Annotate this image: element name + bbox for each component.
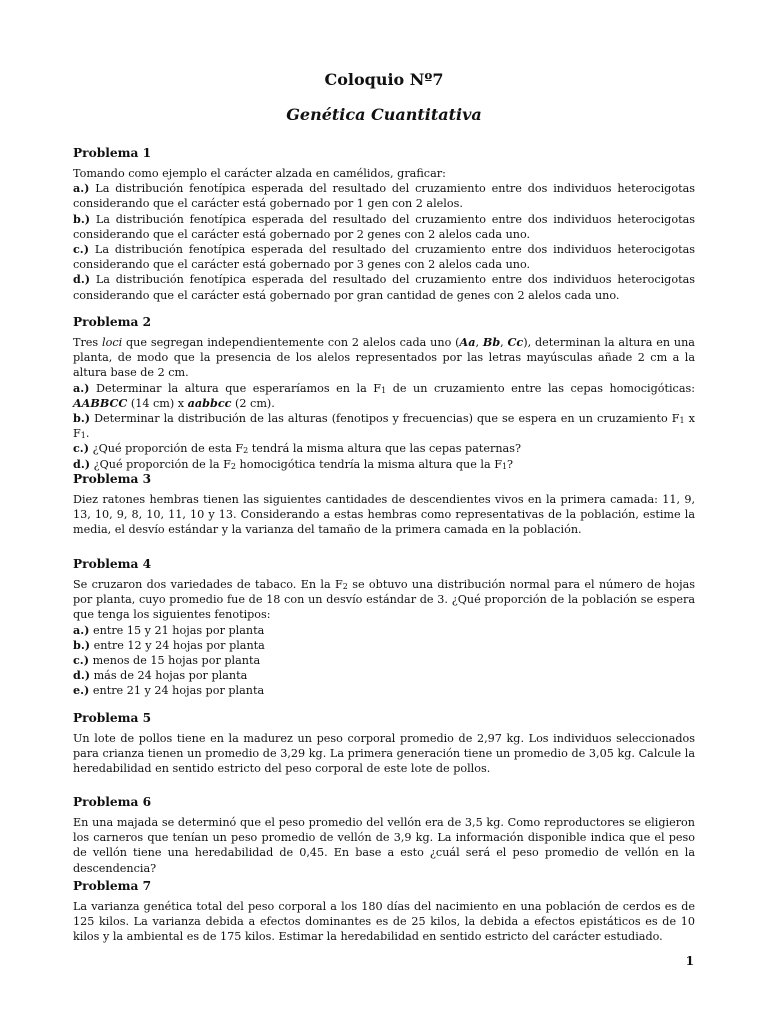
item-text: más de 24 hojas por planta bbox=[93, 669, 248, 683]
item-label: a.) bbox=[73, 380, 90, 395]
item-text: (14 cm) x bbox=[127, 396, 188, 410]
intro-text: ), determinan la altura en una planta, de modo que la presencia de los alelos representados por las letras mayúsculas añade 2 cm a la altura base de 2 cm. bbox=[73, 336, 695, 380]
item-text: Determinar la altura que esperaríamos en la F bbox=[95, 381, 382, 395]
problem-5 bbox=[73, 711, 695, 777]
problem-item bbox=[73, 683, 695, 698]
problem-item bbox=[73, 242, 695, 272]
subscript: 2 bbox=[342, 582, 348, 591]
problem-6 bbox=[73, 795, 695, 876]
item-label: d.) bbox=[73, 272, 91, 287]
subscript: 1 bbox=[80, 431, 86, 441]
subscript: 2 bbox=[230, 461, 236, 471]
problem-intro: Tomando como ejemplo el carácter alzada en camélidos, graficar: bbox=[73, 167, 446, 180]
item-label: b.) bbox=[73, 211, 91, 226]
intro-text: que segregan independientemente con 2 alelos cada uno ( bbox=[122, 336, 460, 349]
item-text: entre 21 y 24 hojas por planta bbox=[92, 684, 265, 698]
item-text: tendrá la misma altura que las cepas paternas? bbox=[248, 442, 521, 456]
gene-aa: Aa bbox=[459, 335, 476, 349]
genotype: AABBCC bbox=[73, 395, 128, 410]
problem-item bbox=[73, 457, 695, 472]
item-label: c.) bbox=[73, 653, 90, 668]
item-label: a.) bbox=[73, 181, 90, 196]
problem-intro bbox=[73, 577, 695, 623]
item-label: c.) bbox=[73, 242, 90, 257]
intro-loci: loci bbox=[102, 336, 123, 349]
subscript: 1 bbox=[679, 416, 685, 426]
item-label: e.) bbox=[73, 683, 90, 698]
problem-2 bbox=[73, 315, 695, 472]
subscript: 2 bbox=[243, 446, 249, 456]
problem-4 bbox=[73, 557, 695, 699]
item-label: b.) bbox=[73, 637, 91, 652]
intro-text: se obtuvo una distribución normal para el número de hojas por planta, cuyo promedio fue de 18 con un desvío estándar de 3. ¿Qué proporción de la población se espera que tenga los siguientes fenotipos: bbox=[73, 578, 695, 622]
subscript: 1 bbox=[381, 385, 387, 395]
item-text: ¿Qué proporción de esta F bbox=[92, 442, 244, 456]
problem-title: Problema 5 bbox=[73, 711, 152, 725]
intro-separator: , bbox=[475, 336, 483, 349]
item-text: Determinar la distribución de las alturas (fenotipos y frecuencias) que se espera en un cruzamiento F bbox=[94, 412, 680, 426]
item-text: entre 12 y 24 hojas por planta bbox=[93, 638, 265, 652]
problem-item bbox=[73, 623, 695, 638]
problem-title: Problema 7 bbox=[73, 879, 152, 893]
problem-item bbox=[73, 272, 695, 302]
item-label: a.) bbox=[73, 622, 90, 637]
item-text: ? bbox=[507, 457, 514, 471]
problem-title: Problema 4 bbox=[73, 557, 152, 571]
problem-item bbox=[73, 181, 695, 211]
problem-text: Un lote de pollos tiene en la madurez un peso corporal promedio de 2,97 kg. Los individuos seleccionados para crianza tienen un promedio de 3,29 kg. La primera generación tiene un promedio de 3,05 kg. Calcule la heredabilidad en sentido estricto del peso corporal de este lote de pollos. bbox=[73, 732, 695, 776]
gene-cc: Cc bbox=[507, 335, 524, 349]
page-number: 1 bbox=[685, 954, 694, 968]
intro-text: Tres bbox=[73, 336, 103, 349]
item-text: homocigótica tendría la misma altura que la F bbox=[235, 457, 502, 471]
problem-1 bbox=[73, 146, 695, 303]
document-subtitle: Genética Cuantitativa bbox=[286, 105, 482, 124]
problem-item bbox=[73, 638, 695, 653]
item-label: d.) bbox=[73, 456, 91, 471]
problem-title: Problema 6 bbox=[73, 795, 152, 809]
genotype: aabbcc bbox=[187, 395, 232, 410]
problem-item bbox=[73, 212, 695, 242]
problem-title: Problema 2 bbox=[73, 315, 152, 329]
problem-title: Problema 1 bbox=[73, 146, 152, 160]
problem-text: La varianza genética total del peso corporal a los 180 días del nacimiento en una población de cerdos es de 125 kilos. La varianza debida a efectos dominantes es de 25 kilos, la debida a efectos epistáticos es de 10 kilos y la ambiental es de 175 kilos. Estimar la heredabilidad en sentido estricto del carácter estudiado. bbox=[73, 900, 695, 944]
item-text: entre 15 y 21 hojas por planta bbox=[93, 623, 265, 637]
problem-text: En una majada se determinó que el peso promedio del vellón era de 3,5 kg. Como reproductores se eligieron los carneros que tenían un peso promedio de vellón de 3,9 kg. La información disponible indica que el peso de vellón tiene una heredabilidad de 0,45. En base a esto ¿cuál será el peso promedio de vellón en la descendencia? bbox=[73, 816, 695, 875]
problem-item bbox=[73, 668, 695, 683]
item-text: La distribución fenotípica esperada del resultado del cruzamiento entre dos individuos heterocigotas considerando que el carácter está gobernado por 1 gen con 2 alelos. bbox=[73, 182, 695, 211]
problem-item bbox=[73, 653, 695, 668]
item-label: c.) bbox=[73, 441, 90, 456]
problem-title: Problema 3 bbox=[73, 472, 152, 486]
gene-bb: Bb bbox=[482, 335, 501, 349]
item-text: La distribución fenotípica esperada del resultado del cruzamiento entre dos individuos heterocigotas considerando que el carácter está gobernado por 2 genes con 2 alelos cada uno. bbox=[73, 212, 695, 241]
item-text: . bbox=[85, 427, 90, 441]
problem-3 bbox=[73, 472, 695, 538]
item-text: (2 cm). bbox=[231, 396, 275, 410]
problem-item bbox=[73, 381, 695, 411]
item-label: b.) bbox=[73, 411, 91, 426]
item-text: La distribución fenotípica esperada del resultado del cruzamiento entre dos individuos heterocigotas considerando que el carácter está gobernado por 3 genes con 2 alelos cada uno. bbox=[73, 243, 695, 272]
item-text: ¿Qué proporción de la F bbox=[93, 457, 231, 471]
problem-item bbox=[73, 411, 695, 441]
problem-7 bbox=[73, 879, 695, 945]
intro-separator: , bbox=[500, 336, 508, 349]
problem-text: Diez ratones hembras tienen las siguientes cantidades de descendientes vivos en la primera camada: 11, 9, 13, 10, 9, 8, 10, 11, 10 y 13. Considerando a estas hembras como representativas de la población, estime la media, el desvío estándar y la varianza del tamaño de la primera camada en la población. bbox=[73, 493, 695, 537]
item-text: de un cruzamiento entre las cepas homocigóticas: bbox=[386, 381, 696, 395]
item-label: d.) bbox=[73, 668, 91, 683]
problem-item bbox=[73, 441, 695, 456]
subscript: 1 bbox=[501, 461, 508, 471]
item-text: La distribución fenotípica esperada del resultado del cruzamiento entre dos individuos heterocigotas considerando que el carácter está gobernado por gran cantidad de genes con 2 alelos cada uno. bbox=[73, 273, 695, 302]
item-text: menos de 15 hojas por planta bbox=[92, 654, 261, 668]
item-text: x F bbox=[73, 412, 695, 441]
document-title: Coloquio Nº7 bbox=[324, 70, 444, 89]
intro-text: Se cruzaron dos variedades de tabaco. En la F bbox=[73, 578, 343, 591]
problem-intro bbox=[73, 335, 695, 381]
